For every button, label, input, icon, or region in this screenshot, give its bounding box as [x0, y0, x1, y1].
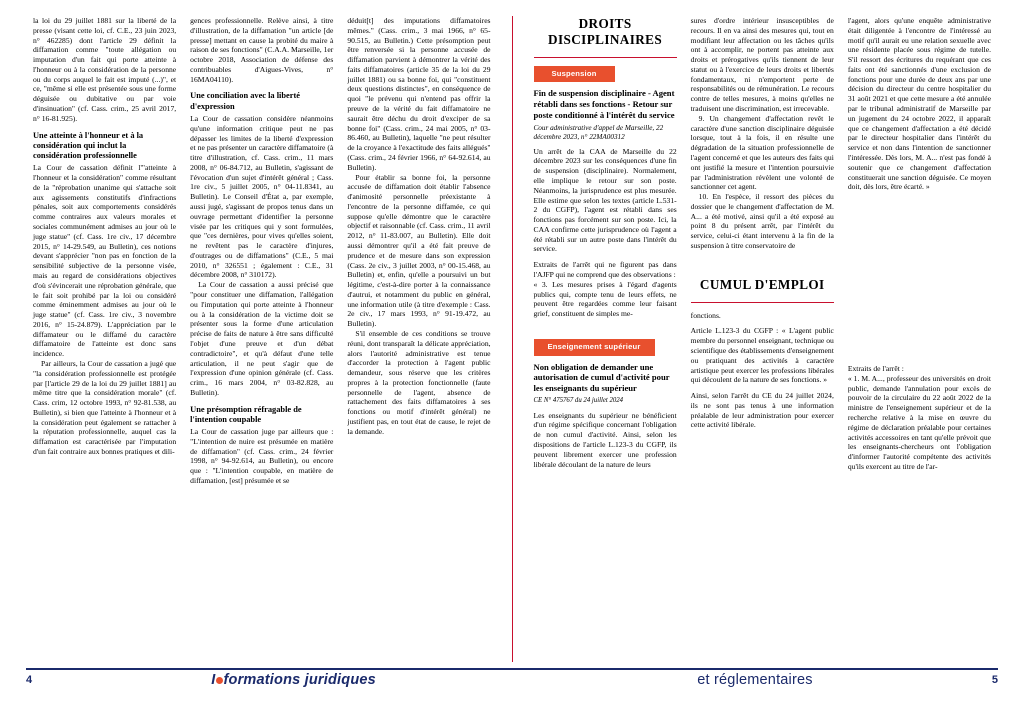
brand-part-2: formations juridiques	[223, 672, 376, 688]
article-title-suspension: Fin de suspension disciplinaire - Agent rétabli dans ses fonctions - Retour sur poste conditionné à l'intérêt du service	[533, 88, 675, 120]
left-page	[26, 16, 512, 662]
paragraph: déduit[t] des imputations diffamatoires mêmes." (Cass. crim., 3 mai 1966, n° 65-90.515, au Bulletin.) Cette présomption peut être renversée si la personne accusée de diffamation parvient à démontrer la vérité des faits diffamatoires (article 35 de la loi du 29 juillet 1881) ou sa bonne foi, qui "constituent deux questions distinctes", en conséquence de quoi "le prévenu qui n'entend pas offrir la preuve de la vérité du fait diffamatoire ne saurait être déchu du droit d'exciper de sa bonne foi" (Cass. crim., 24 mai 2005, n° 03-86.460, au Bulletin), laquelle "ne peut résulter de la croyance à l'exactitude des faits allégués" (Cass. crim., 24 février 1966, n° 64-92.614, au Bulletin).	[347, 16, 491, 172]
footer-content	[26, 672, 998, 688]
paragraph: l'agent, alors qu'une enquête administrative était diligentée à l'encontre de l'intéressé au motif qu'il aurait eu une relation sexuelle avec une résidente placée sous régime de tutelle. S'il ressort des écritures du requérant que ces faits ont été sanctionnés d'une exclusion de fonctions pour une durée de deux ans par une décision du directeur du centre hospitalier du 31 août 2021 et que cette mesure a été annulée par le tribunal administratif de Marseille par un jugement du 24 octobre 2022, il apparaît que ce changement d'affectation a été décidé par le directeur hospitalier dans l'intérêt du service et non dans l'intention de sanctionner l'intéressée. Dès lors, M. A... n'est pas fondé à soutenir que ce changement d'affectation constituerait une sanction déguisée. Ce moyen doit, dès lors, être écarté. »	[847, 16, 992, 192]
brand-title	[211, 672, 812, 688]
divider-red	[534, 57, 677, 58]
paragraph: La Cour de cassation définit l'"atteinte à l'honneur et la considération" comme résultant de la "réprobation unanime qui s'attache soit aux agissements constitutifs d'infractions pénales, soit aux comportements considérés comme contraires aux valeurs morales et sociales communément admises au jour où le juge statue" (cf. Cass. 1re civ., 17 décembre 2015, n° 14-29.549, au Bulletin), ces notions devant s'apprécier "non pas en fonction de la sensibilité subjective de la personne visée, mais au regard de considérations objectives d'où s'évincerait une réprobation générale, que le fait soit prohibé par la loi ou considéré comme éminemment admises au jour où le juge statue" (cf. Cass. 1re civ., 3 novembre 2016, n° 15-24.879). L'appréciation par le diffamateur ou le diffamé du caractère diffamatoire de l'atteinte est donc sans incidence.	[33, 163, 177, 359]
paragraph: Article L.123-3 du CGFP : « L'agent public membre du personnel enseignant, technique ou scientifique des établissements d'enseignement ou pratiquant des activités à caractère artistique peut exercer les professions libérales qui découlent de la nature de ses fonctions. »	[690, 326, 834, 385]
paragraph: sures d'ordre intérieur insusceptibles de recours. Il en va ainsi des mesures qui, tout en modifiant leur affectation ou les tâches qu'ils ont à accomplir, ne portent pas atteinte aux droits et prérogatives qu'ils tiennent de leur statut ou à l'exercice de leurs droits et libertés fondamentaux, ni n'emportent perte de responsabilités ou de rémunération. Le recours contre de telles mesures, à moins qu'elles ne traduisent une discrimination, est irrecevable.	[690, 16, 834, 114]
paragraph: La Cour de cassation a aussi précisé que "pour constituer une diffamation, l'allégation ou l'imputation qui porte atteinte à l'honneur ou à la considération de la victime doit se présenter sous la forme d'une articulation précise de faits de nature à être sans difficulté l'objet d'une preuve et d'un débat contradictoire", et qu'à défaut d'une telle articulation, il ne peut s'agir que de l'expression d'une opinion générale (cf. Cass. crim., 16 mars 2004, n° 03-82.828, au Bulletin).	[190, 280, 334, 397]
divider-red	[691, 302, 834, 303]
tag-wrap	[534, 66, 677, 83]
status-badge-suspension: Suspension	[534, 66, 615, 83]
page-number-right: 5	[991, 674, 998, 686]
paragraph: La Cour de cassation juge par ailleurs que : "L'intention de nuire est présumée en matière de diffamation" (cf. Cass. crim., 24 février 1998, n° 94-92.614, au Bulletin), ou encore que : "L'intention coupable, en matière de diffamation, [est] présumée et se	[190, 427, 334, 486]
spacer	[848, 192, 991, 202]
paragraph: la loi du 29 juillet 1881 sur la liberté de la presse (visant cette loi, cf. C.E., 23 juin 2023, n° 462285) dont l'article 29 définit la diffamation comme "toute allégation ou imputation d'un fait qui porte atteinte à l'honneur ou à la considération de la personne ou du corps auquel le fait est imputé (...)", et ce, "même si elle est présentée sous une forme déguisée ou dubitative ou par voie d'insinuation" (cf. Cass. crim., 25 avril 2017, n° 16-81.925).	[33, 16, 177, 123]
extracts-label-suspension: Extraits de l'arrêt qui ne figurent pas dans l'AJFP qui ne comprend que des observations :	[533, 260, 677, 280]
paragraph: Un arrêt de la CAA de Marseille du 22 décembre 2023 sur les conséquences d'une fin de suspension (disciplinaire). Normalement, elle implique le retour sur son poste. Néanmoins, la jurisprudence est plus mesurée. Elle estime que selon les textes (article L.531-2 du CGFP), l'agent est rétabli dans ses fonctions pas forcément sur son poste. Ici, la CAA confirme cette jurisprudence où l'agent a été rétabli sur un autre poste dans l'intérêt du service.	[533, 146, 677, 254]
paragraph: S'il ensemble de ces conditions se trouve réuni, dont transparaît la délicate appréciation, alors l'autorité administrative est tenue d'accorder la protection à l'agent public demandeur, sous réserve que les critères propres à la protection fonctionnelle (faute personnelle de l'agent, absence de rattachement des faits diffamatoires à ses fonctions ou motif d'intérêt général) ne justifient pas, en tout état de cause, le rejet de la demande.	[347, 329, 491, 436]
paragraph: La Cour de cassation considère néanmoins qu'une information critique peut ne pas dépasser les limites de la liberté d'expression et ne pas présenter un caractère diffamatoire (à titre d'illustration, cf. Cass. crim., 11 mars 2008, n° 06-84.712, au Bulletin, s'agissant de l'évocation d'un sujet d'intérêt général ; Cass. 1re civ., 5 juillet 2005, n° 04-11.8341, au Bulletin). Le Conseil d'État a, par exemple, aussi jugé, s'agissant de propos tenus dans un ouvrage permettant d'identifier la personne visée par les critiques qui y sont formulées, que "ces dernières, pour vives qu'elles soient, ne revêtent pas le caractère d'injures, d'outrages ou de diffamations" (C.E., 5 mai 2010, n° 326551 ; également : C.E., 31 décembre 2008, n° 310172).	[190, 113, 334, 280]
paragraph: 10. En l'espèce, il ressort des pièces du dossier que le changement d'affectation de M. A... a été motivé, ainsi qu'il a été exposé au point 8 du présent arrêt, par l'intérêt du service, celui-ci étant intervenu à la fin de la suspension à titre conservatoire de	[690, 192, 834, 250]
status-badge-enseignement: Enseignement supérieur	[534, 339, 655, 356]
paragraph: Pour établir sa bonne foi, la personne accusée de diffamation doit établir l'absence d'animosité personnelle préexistante à l'encontre de la personne diffamée, ce qui suppose qu'elle démontre que le caractère objectif et raisonnable (cf. Cass. crim., 11 avril 2012, n° 11-83.007, au Bulletin). Elle doit aussi démontrer qu'il a été fait preuve de prudence et de mesure dans son expression (Cass. 2e civ., 3 juillet 2003, n° 00-15.468, au Bulletin) et, enfin, qu'elle a poursuivi un but légitime, c'est-à-dire porter à la connaissance d'autrui, et notamment du public en général, une information utile (à titre d'exemple : Cass. 2e civ., 17 mars 1993, n° 91-19.472, au Bulletin).	[347, 172, 491, 329]
right-column-2	[684, 16, 841, 662]
right-column-3	[841, 16, 998, 662]
paragraph: « 1. M. A..., professeur des universités en droit public, demande l'annulation pour excès de pouvoir de la circulaire du 22 août 2022 de la ministre de l'enseignement supérieur et de la recherche relative à la mise en œuvre du régime de déclaration préalable pour certaines activités accessoires en tant qu'elle prévoit que les enseignants-chercheurs ont l'obligation d'informer l'autorité compétente des activités qu'ils exercent au titre de l'ar-	[847, 373, 992, 471]
page-title-disciplinaire: DROITS DISCIPLINAIRES	[548, 16, 663, 47]
section-heading: Une présomption réfragable de l'intention coupable	[190, 404, 302, 424]
paragraph: fonctions.	[690, 310, 721, 320]
page-number-left: 4	[26, 674, 33, 686]
footer-divider	[26, 668, 998, 670]
page-footer	[0, 662, 1024, 716]
paragraph: gences professionnelle. Relève ainsi, à titre d'illustration, de la diffamation "un article [de presse] mettant en cause la probité du maire à raison de ses fonctions" (C.A.A. Marseille, 1er octobre 2018, Association de défense des contribuables d'Aigues-Vives, n° 16MA04110).	[190, 16, 334, 84]
brand-part-3: et réglementaires	[697, 672, 813, 688]
tag-wrap	[534, 339, 677, 356]
paragraph: « 3. Les mesures prises à l'égard d'agents publics qui, compte tenu de leurs effets, ne peuvent être regardées comme leur faisant grief, constituent de simples me-	[533, 279, 677, 319]
paragraph: Ainsi, selon l'arrêt du CE du 24 juillet 2024, ils ne sont pas tenus à une information préalable de leur administration pour exercer cette activité libérale.	[690, 391, 834, 430]
spacer	[534, 329, 677, 339]
paragraph: Par ailleurs, la Cour de cassation a jugé que "la considération professionnelle est protégée par [l'article 29 de la loi du 29 juillet 1881] au même titre que la considération morale" (cf. Cass. crim, 12 octobre 1993, n° 92-81.538, au Bulletin), si bien que l'atteinte à l'honneur et à la considération peut également se rattacher à la réputation professionnelle, auquel cas la diffamation est caractérisée par l'imputation d'un fait contraire aux bonnes pratiques et dili-	[33, 358, 177, 456]
page-title-cumul: CUMUL D'EMPLOI	[699, 276, 825, 292]
paragraph: 9. Un changement d'affectation revêt le caractère d'une sanction disciplinaire déguisée lorsque, tout à la fois, il en résulte une dégradation de la situation professionnelle de l'agent concerné et que les auteurs des faits qui ont justifié la mesure et l'intention poursuivie par l'administration révèlent une volonté de sanctionner cet agent.	[690, 113, 834, 192]
right-page	[512, 16, 999, 662]
brand-dot-icon	[216, 677, 223, 684]
right-column-1	[527, 16, 684, 662]
extracts-label-cumul: Extraits de l'arrêt :	[847, 364, 904, 374]
article-reference-cumul: CE N° 475767 du 24 juillet 2024	[533, 396, 624, 404]
spacer	[848, 212, 991, 364]
brand-part-1: I	[211, 672, 216, 688]
spacer	[848, 202, 991, 212]
section-heading: Une atteinte à l'honneur et à la considération qui inclut la considération professionnelle	[33, 130, 144, 161]
article-source-suspension: Cour administrative d'appel de Marseille, 22 décembre 2023, n° 22MA00312	[533, 123, 664, 141]
paragraph: Les enseignants du supérieur ne bénéficient d'un régime spécifique concernant l'obligation de non cumul d'activité. Ainsi, selon les dispositions de l'article L.123-3 du CGFP, ils peuvent librement exercer une profession libérale découlant de la nature de leurs	[533, 410, 677, 469]
left-column-2	[183, 16, 340, 662]
section-heading: Une conciliation avec la liberté d'expression	[190, 91, 300, 111]
spread-container	[26, 16, 998, 662]
spacer	[534, 319, 677, 329]
left-column-1	[26, 16, 183, 662]
left-column-3	[340, 16, 497, 662]
article-title-cumul: Non obligation de demander une autorisation de cumul d'activité pour les enseignants du supérieur	[533, 361, 670, 394]
